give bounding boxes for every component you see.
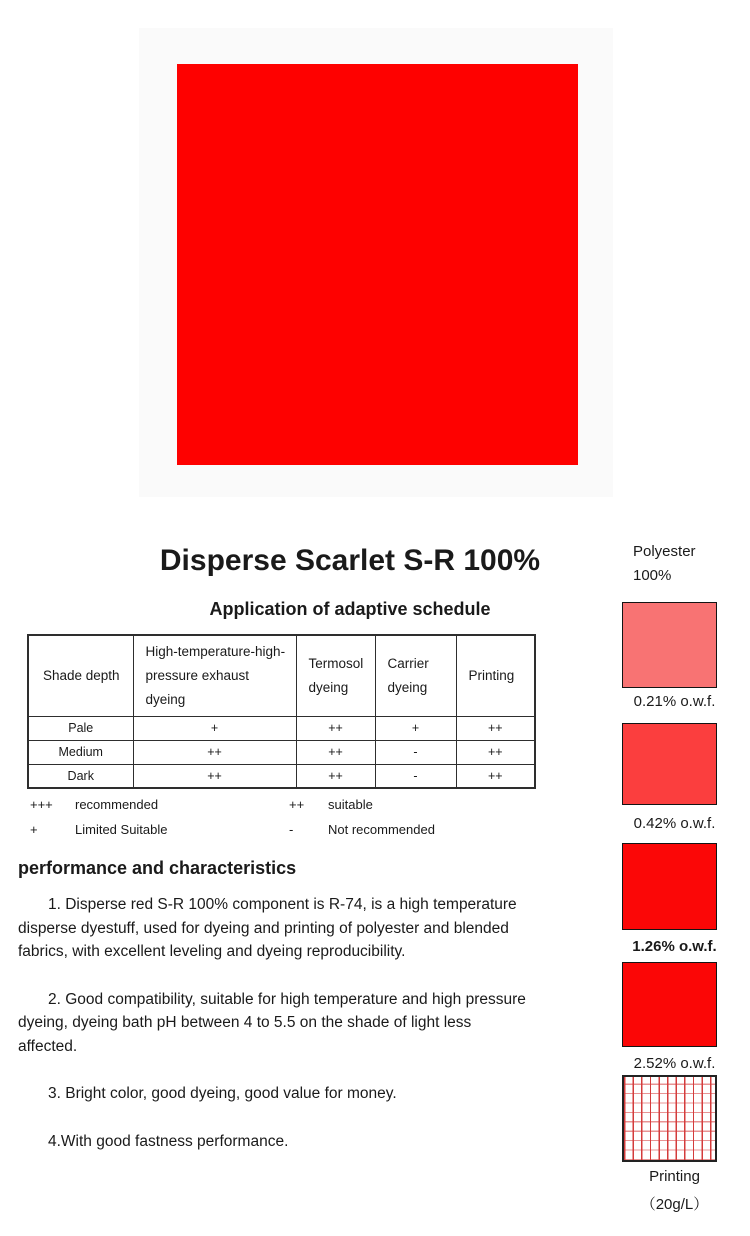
cell-value: ++ [133,764,296,788]
depth-swatch-label: 0.21% o.w.f. [633,693,716,710]
legend-symbol: ++ [289,797,305,812]
row-label-dark: Dark [28,764,133,788]
page-title: Disperse Scarlet S-R 100% [159,544,541,577]
rail-header-material: Polyester [633,543,696,560]
table-row [28,764,535,788]
cell-value: + [375,716,456,740]
cell-value: - [375,764,456,788]
legend-label: Not recommended [328,822,435,837]
depth-swatch-label: 1.26% o.w.f. [632,938,717,955]
depth-swatch-1-26 [622,843,717,930]
performance-paragraph-2: 2. Good compatibility, suitable for high temperature and high pressure dyeing, dyeing bath pH between 4 to 5.5 on the shade of light less affected. [18,990,526,1055]
performance-paragraphs [18,893,528,1177]
col-header-termosol-dyeing: Termosol dyeing [296,635,375,716]
rating-legend [27,792,520,842]
cell-value: ++ [456,716,535,740]
depth-swatch-0-21 [622,602,717,688]
legend-symbol: + [30,822,38,837]
row-label-medium: Medium [28,740,133,764]
printing-swatch-unit: （20g/L） [640,1196,709,1213]
performance-paragraph-4: 4.With good fastness performance. [48,1132,289,1150]
col-header-carrier-dyeing: Carrier dyeing [375,635,456,716]
legend-label: recommended [75,797,159,812]
depth-swatch-rail [622,540,750,1230]
performance-heading: performance and characteristics [18,858,297,878]
table-row [28,740,535,764]
col-header-hthp-exhaust-dyeing: High-temperature-high-pressure exhaust dyeing [133,635,296,716]
cell-value: ++ [296,740,375,764]
table-row [28,716,535,740]
performance-paragraph-1: 1. Disperse red S-R 100% component is R-74, is a high temperature disperse dyestuff, used for dyeing and printing of polyester and blended fabrics, with excellent leveling and dyeing reproducibility. [18,896,517,960]
section-subtitle: Application of adaptive schedule [209,599,491,619]
legend-symbol: +++ [30,797,53,812]
legend-label: Limited Suitable [75,822,168,837]
row-label-pale: Pale [28,716,133,740]
cell-value: ++ [456,764,535,788]
printing-grid-swatch [622,1075,717,1162]
printing-swatch-label: Printing [649,1168,700,1185]
cell-value: + [133,716,296,740]
legend-symbol: - [289,822,294,837]
depth-swatch-0-42 [622,723,717,805]
cell-value: ++ [296,764,375,788]
application-table [27,634,536,789]
depth-swatch-2-52 [622,962,717,1047]
col-header-printing: Printing [456,635,535,716]
rail-header-percent: 100% [633,567,672,584]
depth-swatch-label: 2.52% o.w.f. [633,1055,716,1072]
col-header-shade-depth: Shade depth [28,635,133,716]
depth-swatch-label: 0.42% o.w.f. [633,815,716,832]
cell-value: ++ [296,716,375,740]
rail-header [633,540,696,588]
hero-red-swatch [177,64,578,465]
cell-value: ++ [456,740,535,764]
cell-value: - [375,740,456,764]
performance-paragraph-3: 3. Bright color, good dyeing, good value for money. [48,1085,397,1102]
cell-value: ++ [133,740,296,764]
table-header-row [28,635,535,716]
legend-label: suitable [328,797,373,812]
